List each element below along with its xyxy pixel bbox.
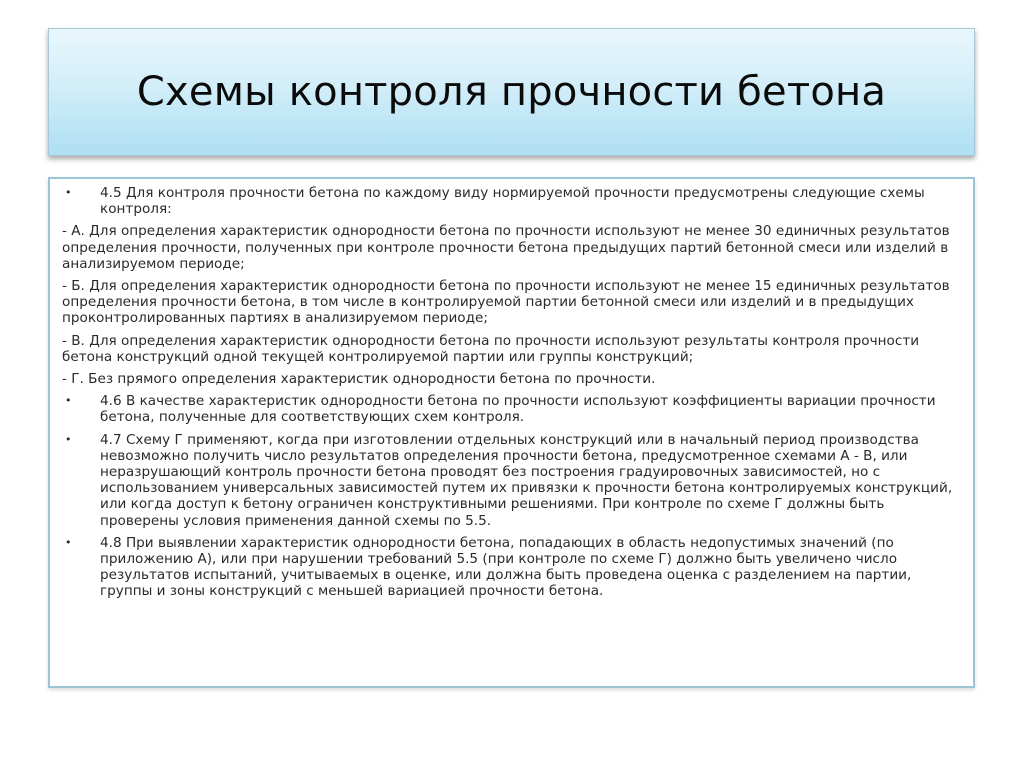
paragraph-text: 4.6 В качестве характеристик однородности бетона по прочности используют коэффициенты вариации прочности бетона, полученные для соответствующих схем контроля. — [100, 393, 936, 426]
bullet-icon: • — [65, 186, 72, 199]
bullet-icon: • — [65, 394, 72, 408]
paragraph-bullet — [62, 432, 961, 529]
paragraph-dash — [62, 223, 961, 272]
paragraph-dash — [62, 371, 961, 387]
paragraph-text: - В. Для определения характеристик однородности бетона по прочности используют результаты контроля прочности бетона конструкций одной текущей контролируемой партии или группы конструкций; — [62, 332, 920, 365]
paragraph-text: - Г. Без прямого определения характеристик однородности бетона по прочности. — [62, 371, 656, 388]
paragraph-text: 4.8 При выявлении характеристик однородности бетона, попадающих в область недопустимых значений (по приложению А), или при нарушении требований 5.5 (при контроле по схеме Г) должно быть увеличено число результатов испытаний, учитываемых в оценке, или должна быть проведена оценка с разделением на партии, группы и зоны конструкций с меньшей вариацией прочности бетона. — [100, 534, 912, 600]
paragraph-dash — [62, 278, 961, 327]
paragraph-bullet — [62, 185, 961, 217]
bullet-icon: • — [65, 432, 72, 446]
paragraph-text: 4.7 Схему Г применяют, когда при изготовлении отдельных конструкций или в начальный период производства невозможно получить число результатов определения прочности бетона, предусмотренное схемами А - В, или неразрушающий контроль прочности бетона проводят без построения градуировочных зависимостей, но с использованием универсальных зависимостей путем их привязки к прочности бетона контролируемых конструкций, или когда доступ к бетону ограничен конструктивными решениями. При контроле по схеме Г должны быть проверены условия применения данной схемы по 5.5. — [100, 431, 953, 529]
paragraph-dash — [62, 333, 961, 365]
bullet-icon: • — [65, 535, 72, 549]
paragraph-text: 4.5 Для контроля прочности бетона по каждому виду нормируемой прочности предусмотрены следующие схемы контроля: — [100, 185, 925, 218]
paragraph-text: - А. Для определения характеристик однородности бетона по прочности используют не менее 30 единичных результатов определения прочности, полученных при контроле прочности бетона предыдущих партий бетонной смеси или изделий в анализируемом периоде; — [62, 223, 950, 272]
paragraph-bullet — [62, 393, 961, 425]
slide-title: Схемы контроля прочности бетона — [136, 69, 887, 115]
title-box — [48, 28, 975, 156]
content-box — [48, 177, 975, 688]
paragraph-bullet — [62, 535, 961, 600]
paragraph-text: - Б. Для определения характеристик однородности бетона по прочности используют не менее 15 единичных результатов определения прочности бетона, в том числе в контролируемой партии бетонной смеси или изделий и в предыдущих проконтролированных партиях в анализируемом периоде; — [62, 278, 950, 327]
